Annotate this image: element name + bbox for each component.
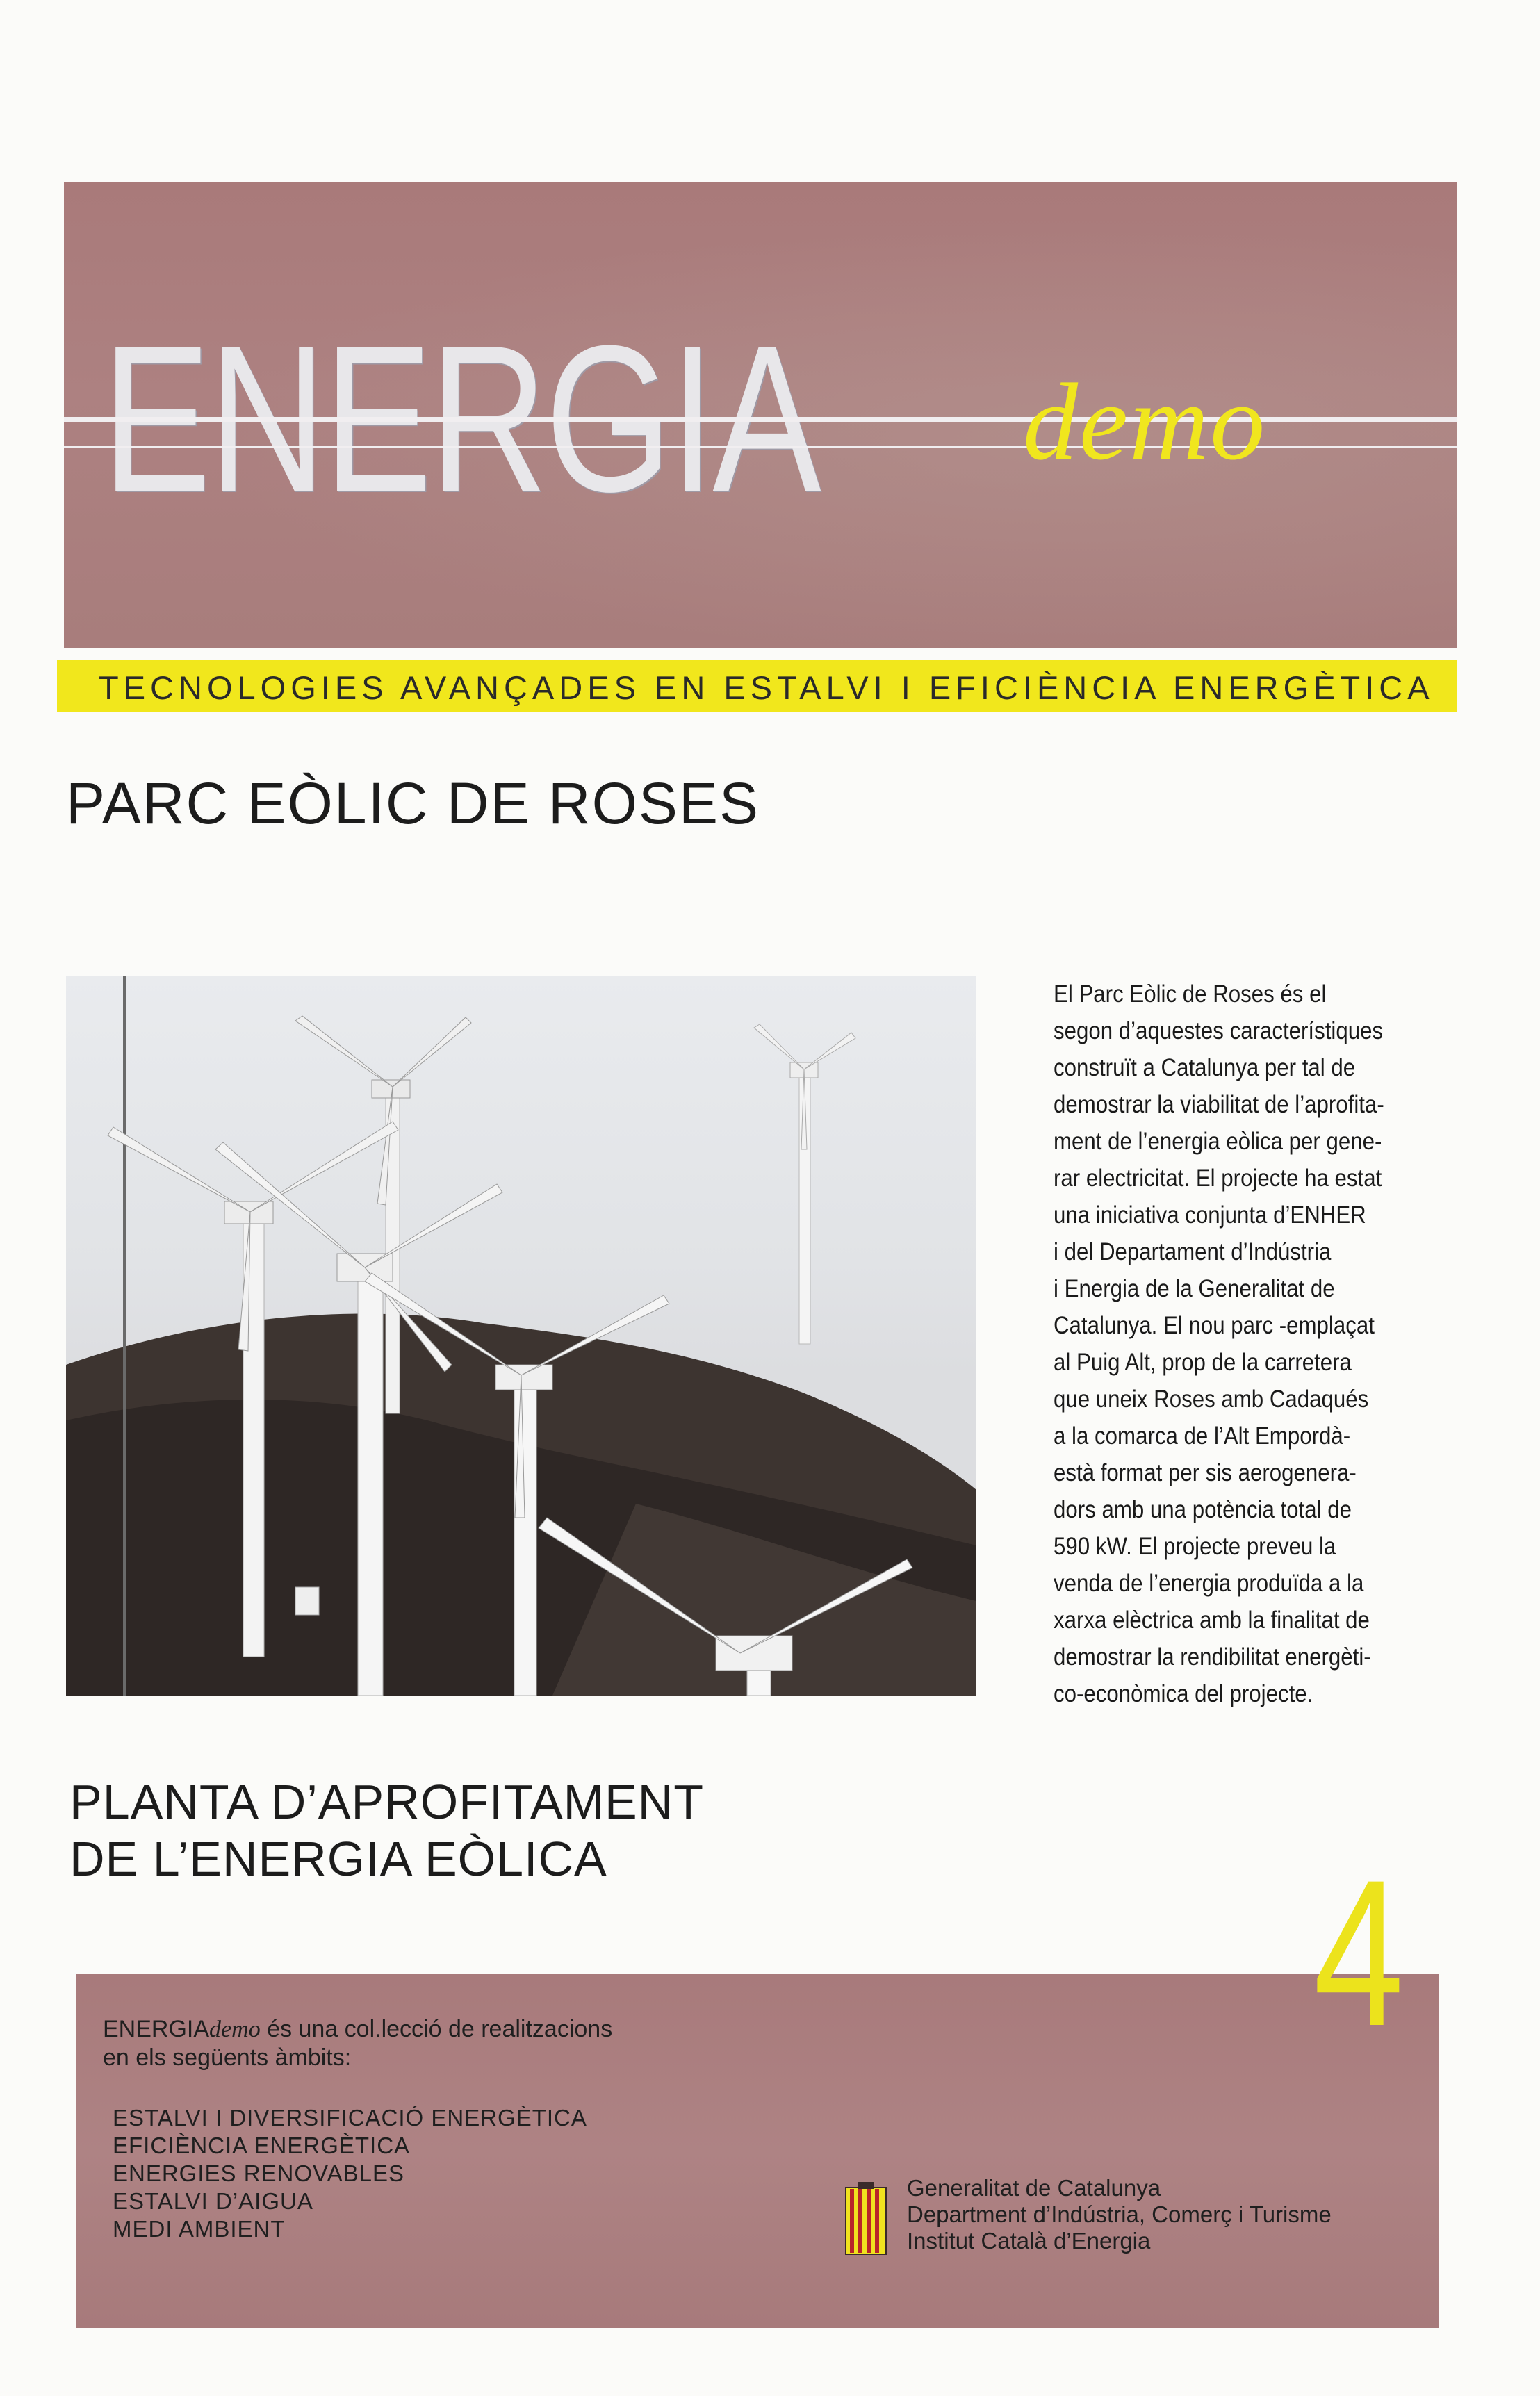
body-line: co-econòmica del projecte. <box>1054 1680 1313 1707</box>
subtitle-bar <box>57 660 1457 712</box>
plant-heading-line-2: DE L’ENERGIA EÒLICA <box>69 1832 607 1886</box>
article-body <box>1054 976 1408 1712</box>
body-line: xarxa elèctrica amb la finalitat de <box>1054 1606 1370 1634</box>
issue-number: 4 <box>1313 1836 1404 2069</box>
area-item: MEDI AMBIENT <box>113 2216 286 2242</box>
footer-brand: ENERGIA <box>103 2016 210 2042</box>
body-line: que uneix Roses amb Cadaqués <box>1054 1385 1369 1413</box>
gov-line: Department d’Indústria, Comerç i Turisme <box>907 2201 1332 2227</box>
article-heading: PARC EÒLIC DE ROSES <box>66 771 760 836</box>
wind-farm-photo <box>66 976 976 1696</box>
footer-intro-line-2: en els següents àmbits: <box>103 2044 352 2071</box>
body-line: demostrar la rendibilitat energèti- <box>1054 1643 1371 1671</box>
body-line: 590 kW. El projecte preveu la <box>1054 1532 1336 1560</box>
wind-turbines-illustration <box>66 976 976 1696</box>
body-line: i Energia de la Generalitat de <box>1054 1274 1335 1302</box>
body-line: Catalunya. El nou parc -emplaçat <box>1054 1311 1375 1339</box>
masthead-title-suffix: demo <box>1023 361 1267 483</box>
body-line: i del Departament d’Indústria <box>1054 1238 1332 1265</box>
masthead <box>64 182 1457 648</box>
government-credits <box>907 2175 1332 2254</box>
gov-line: Generalitat de Catalunya <box>907 2175 1161 2201</box>
area-item: ENERGIES RENOVABLES <box>113 2160 405 2186</box>
body-line: dors amb una potència total de <box>1054 1495 1352 1523</box>
area-item: ESTALVI I DIVERSIFICACIÓ ENERGÈTICA <box>113 2105 587 2131</box>
body-line: demostrar la viabilitat de l’aprofita- <box>1054 1090 1384 1118</box>
footer-panel <box>76 1974 1439 2328</box>
body-line: a la comarca de l’Alt Empordà- <box>1054 1422 1351 1450</box>
body-line: una iniciativa conjunta d’ENHER <box>1054 1201 1366 1229</box>
masthead-subtitle: TECNOLOGIES AVANÇADES EN ESTALVI I EFICIÈNCIA ENERGÈTICA <box>99 669 1434 706</box>
area-item: EFICIÈNCIA ENERGÈTICA <box>113 2133 411 2158</box>
areas-list <box>113 2104 587 2243</box>
body-line: està format per sis aerogenera- <box>1054 1459 1357 1486</box>
footer-brand-suffix: demo <box>209 2017 261 2042</box>
plant-heading <box>69 1773 704 1887</box>
gov-line: Institut Català d’Energia <box>907 2228 1151 2254</box>
body-line: ment de l’energia eòlica per gene- <box>1054 1127 1382 1155</box>
body-line: El Parc Eòlic de Roses és el <box>1054 980 1327 1008</box>
body-line: construït a Catalunya per tal de <box>1054 1053 1356 1081</box>
plant-heading-line-1: PLANTA D’APROFITAMENT <box>69 1775 704 1829</box>
area-item: ESTALVI D’AIGUA <box>113 2188 313 2214</box>
footer-intro <box>103 2015 612 2071</box>
footer-intro-line-1: és una col.lecció de realitzacions <box>267 2016 613 2042</box>
body-line: al Puig Alt, prop de la carretera <box>1054 1348 1352 1376</box>
body-line: venda de l’energia produïda a la <box>1054 1569 1364 1597</box>
body-line: segon d’aquestes característiques <box>1054 1017 1384 1044</box>
body-line: rar electricitat. El projecte ha estat <box>1054 1164 1382 1192</box>
generalitat-emblem-icon <box>844 2182 887 2260</box>
